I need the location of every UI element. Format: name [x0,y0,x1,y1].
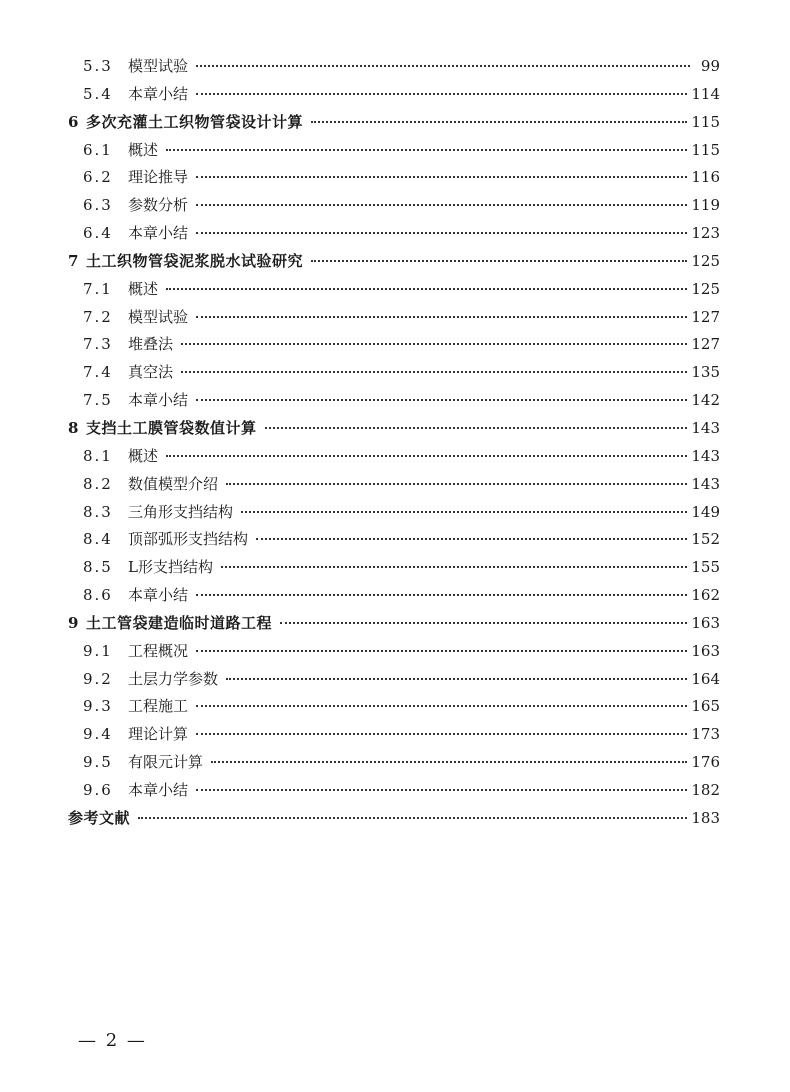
toc-section-entry[interactable] [68,81,720,109]
entry-title: 模型试验 [128,57,189,75]
entry-number: 7.5 [83,391,113,410]
dot-leader [196,93,687,95]
entry-page-number: 143 [691,418,720,437]
toc-section-entry[interactable] [68,554,720,582]
toc-section-entry[interactable] [68,666,720,694]
entry-number: 8.5 [83,558,113,577]
toc-section-entry[interactable] [68,471,720,499]
entry-number: 9.5 [83,753,113,772]
entry-number: 9.6 [83,780,113,799]
toc-chapter-entry[interactable] [68,805,720,833]
entry-title: 三角形支挡结构 [128,502,234,521]
entry-page-number: 127 [691,307,720,326]
entry-title: 概述 [128,140,159,159]
entry-title: L形支挡结构 [128,558,213,577]
toc-section-entry[interactable] [68,693,720,721]
entry-page-number: 116 [691,168,720,187]
dot-leader [196,176,687,178]
entry-page-number: 114 [691,84,720,103]
entry-title: 工程概况 [128,641,189,660]
table-of-contents [68,53,720,833]
entry-title: 支挡土工膜管袋数值计算 [86,418,257,437]
entry-number: 9.3 [83,697,113,716]
entry-page-number: 142 [691,391,720,410]
entry-number: 5.4 [83,84,113,103]
entry-page-number: 135 [691,363,720,382]
entry-number: 5.3 [83,57,113,75]
dot-leader [196,232,687,234]
entry-page-number: 152 [691,530,720,549]
entry-page-number: 143 [691,474,720,493]
entry-number: 7.4 [83,363,113,382]
entry-number: 6.1 [83,140,113,159]
dot-leader [196,733,687,735]
entry-number: 7.3 [83,335,113,354]
entry-page-number: 182 [691,780,720,799]
entry-number: 9 [68,613,79,632]
entry-title: 理论推导 [128,168,189,187]
entry-number: 6.3 [83,196,113,215]
entry-title: 本章小结 [128,586,189,605]
entry-title: 多次充灌土工织物管袋设计计算 [86,112,304,131]
entry-title: 土工管袋建造临时道路工程 [86,613,273,632]
toc-section-entry[interactable] [68,164,720,192]
dot-leader [196,204,687,206]
entry-page-number: 115 [691,112,720,131]
dot-leader [166,288,687,290]
entry-page-number: 119 [691,196,720,215]
entry-number: 8.1 [83,446,113,465]
toc-section-entry[interactable] [68,53,720,81]
entry-page-number: 164 [691,669,720,688]
toc-section-entry[interactable] [68,359,720,387]
dot-leader [211,761,687,763]
entry-number: 8.6 [83,586,113,605]
dot-leader [311,121,687,123]
entry-title: 顶部弧形支挡结构 [128,530,249,549]
entry-page-number: 123 [691,224,720,243]
dot-leader [196,65,690,67]
entry-page-number: 143 [691,446,720,465]
entry-number: 8.4 [83,530,113,549]
entry-title: 概述 [128,279,159,298]
toc-chapter-entry[interactable] [68,109,720,137]
dot-leader [241,511,687,513]
dot-leader [265,427,688,429]
toc-section-entry[interactable] [68,137,720,165]
dot-leader [166,149,687,151]
entry-page-number: 99 [700,57,720,75]
toc-section-entry[interactable] [68,331,720,359]
entry-number: 7.2 [83,307,113,326]
entry-title: 本章小结 [128,224,189,243]
dot-leader [196,789,687,791]
entry-title: 参数分析 [128,196,189,215]
entry-number: 8.2 [83,474,113,493]
entry-page-number: 162 [691,586,720,605]
entry-title: 真空法 [128,363,174,382]
entry-number: 7 [68,251,79,270]
toc-section-entry[interactable] [68,387,720,415]
entry-page-number: 163 [691,641,720,660]
page-number: — 2 — [78,1030,147,1051]
dot-leader [256,538,687,540]
toc-section-entry[interactable] [68,721,720,749]
toc-section-entry[interactable] [68,638,720,666]
dot-leader [196,705,687,707]
entry-number: 8 [68,418,79,437]
dot-leader [196,399,687,401]
entry-title: 堆叠法 [128,335,174,354]
entry-page-number: 165 [691,697,720,716]
entry-title: 本章小结 [128,780,189,799]
entry-title: 工程施工 [128,697,189,716]
entry-page-number: 115 [691,140,720,159]
entry-number: 9.2 [83,669,113,688]
toc-section-entry[interactable] [68,220,720,248]
toc-section-entry[interactable] [68,777,720,805]
entry-title: 理论计算 [128,725,189,744]
entry-number: 6.4 [83,224,113,243]
entry-title: 土工织物管袋泥浆脱水试验研究 [86,251,304,270]
entry-number: 9.4 [83,725,113,744]
entry-title: 土层力学参数 [128,669,219,688]
toc-chapter-entry[interactable] [68,248,720,276]
toc-section-entry[interactable] [68,582,720,610]
entry-number: 7.1 [83,279,113,298]
dot-leader [166,455,687,457]
entry-title: 本章小结 [128,391,189,410]
entry-title: 数值模型介绍 [128,474,219,493]
toc-chapter-entry[interactable] [68,610,720,638]
toc-section-entry[interactable] [68,499,720,527]
dot-leader [221,566,687,568]
dot-leader [226,678,687,680]
entry-page-number: 173 [691,725,720,744]
entry-title: 有限元计算 [128,753,204,772]
toc-section-entry[interactable] [68,192,720,220]
entry-page-number: 176 [691,753,720,772]
entry-title: 参考文献 [68,808,131,827]
entry-page-number: 149 [691,502,720,521]
entry-title: 模型试验 [128,307,189,326]
entry-page-number: 125 [691,251,720,270]
entry-page-number: 155 [691,558,720,577]
entry-number: 9.1 [83,641,113,660]
toc-chapter-entry[interactable] [68,415,720,443]
dot-leader [196,650,687,652]
entry-title: 概述 [128,446,159,465]
toc-section-entry[interactable] [68,749,720,777]
dot-leader [226,483,687,485]
toc-section-entry[interactable] [68,526,720,554]
dot-leader [181,371,687,373]
toc-section-entry[interactable] [68,304,720,332]
dot-leader [196,594,687,596]
dot-leader [196,316,687,318]
dot-leader [138,817,687,819]
toc-section-entry[interactable] [68,276,720,304]
dot-leader [181,343,687,345]
entry-number: 6.2 [83,168,113,187]
entry-page-number: 163 [691,613,720,632]
entry-page-number: 183 [691,808,720,827]
entry-page-number: 125 [691,279,720,298]
entry-title: 本章小结 [128,84,189,103]
entry-number: 8.3 [83,502,113,521]
entry-page-number: 127 [691,335,720,354]
dot-leader [280,622,687,624]
toc-section-entry[interactable] [68,443,720,471]
entry-number: 6 [68,112,79,131]
dot-leader [311,260,687,262]
